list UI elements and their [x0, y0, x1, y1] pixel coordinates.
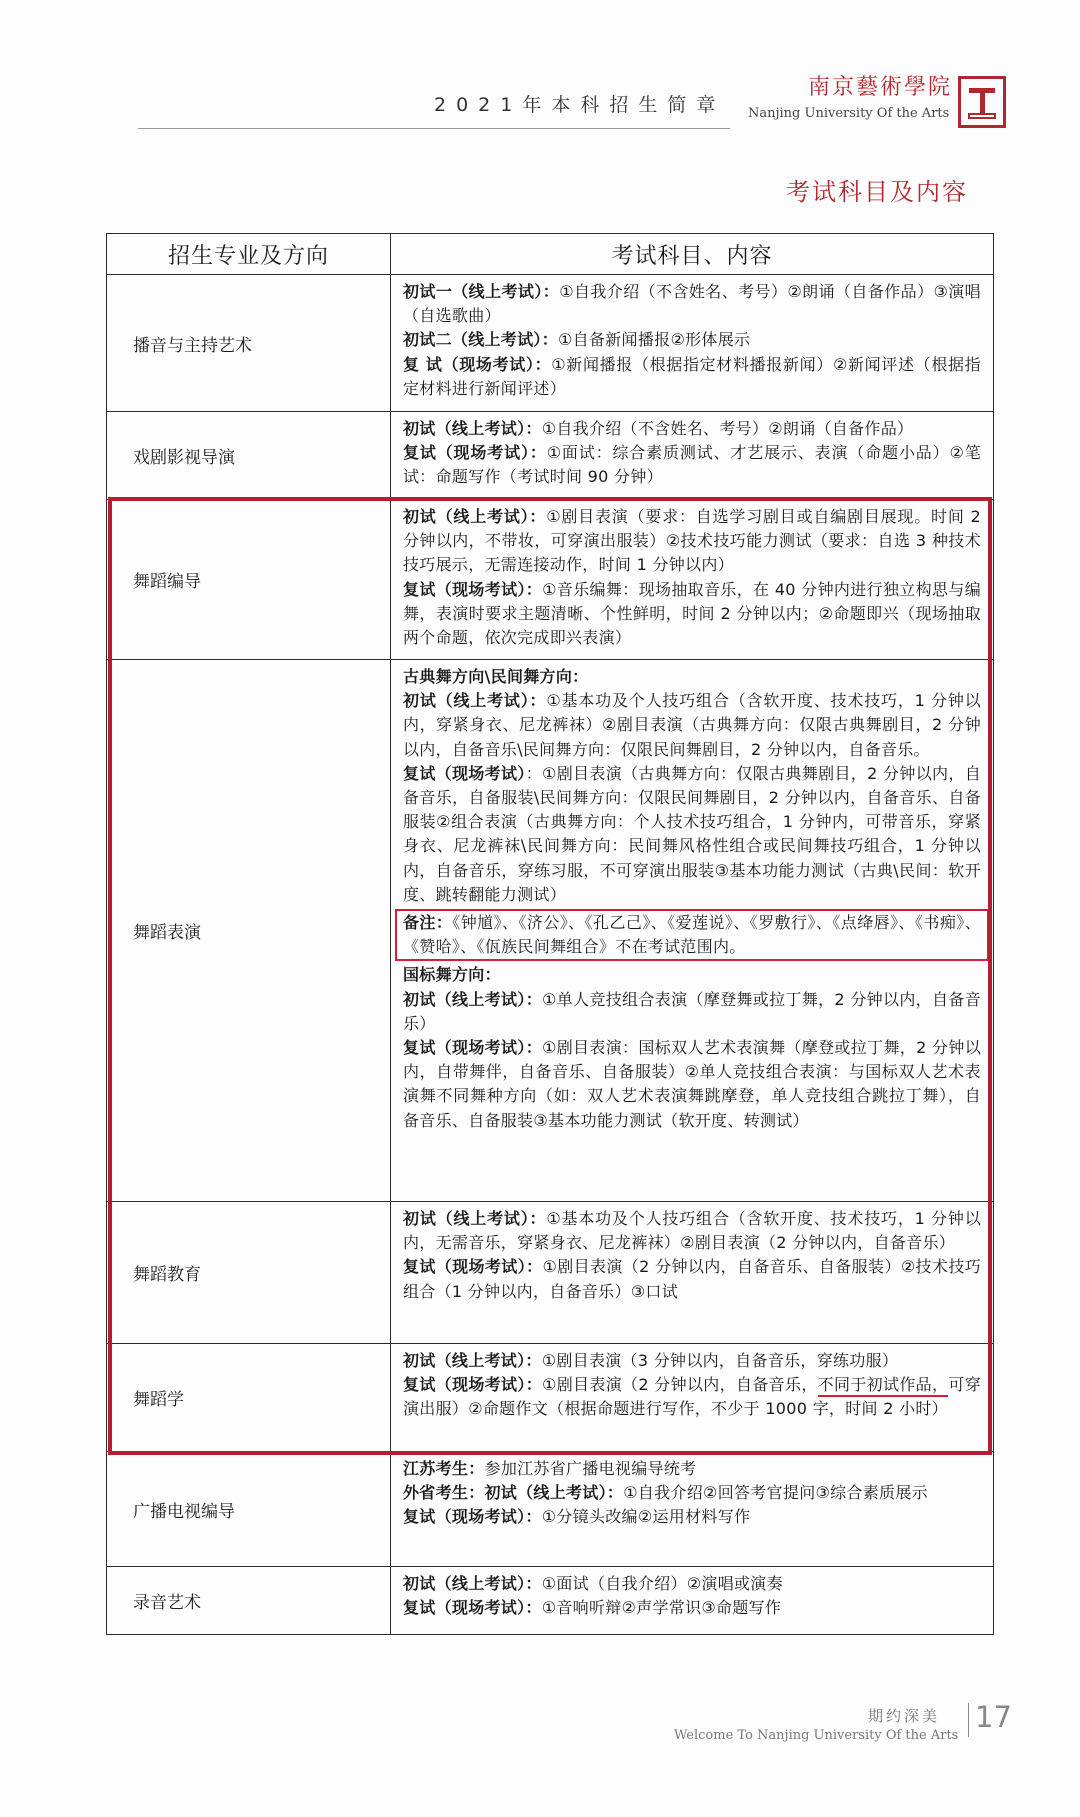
major-name: 戏剧影视导演: [107, 412, 391, 500]
exam-line: [403, 689, 981, 762]
exam-line: [403, 909, 981, 961]
table-header-row: [107, 234, 994, 275]
exam-line: [403, 762, 981, 907]
exam-detail-text: ①自我介绍（不含姓名、考号）②朗诵（自备作品）: [541, 419, 914, 438]
exam-detail-text: ①新闻播报（根据指定材料播报新闻）②新闻评述（根据指定材料进行新闻评述）: [403, 354, 981, 398]
major-name: 舞蹈编导: [107, 500, 391, 660]
exam-stage-label: 初试（线上考试）：: [403, 419, 542, 438]
header-content: 考试科目、内容: [391, 234, 994, 275]
exam-subjects-table: [106, 233, 994, 1635]
major-name: 录音艺术: [107, 1567, 391, 1635]
exam-stage-label: 初试（线上考试）：: [403, 507, 547, 526]
exam-detail-text: ①基本功及个人技巧组合（含软开度、技术技巧，1 分钟以内，穿紧身衣、尼龙裤袜）②剧目表演（古典舞方向：仅限古典舞剧目，2 分钟以内，自备音乐\民间舞方向：仅限民间舞剧目，2 分钟以内，自备音乐。: [403, 691, 981, 759]
exam-detail-text: ①自我介绍②回答考官提问③综合素质展示: [623, 1483, 928, 1503]
exam-detail-text: ①单人竞技组合表演（摩登舞或拉丁舞，2 分钟以内，自备音乐）: [403, 989, 981, 1033]
exam-detail-text: ：①剧目表演（古典舞方向：仅限古典舞剧目，2 分钟以内，自备音乐，自备服装\民间舞方向：仅限民间舞剧目，2 分钟以内，自备音乐、自备服装②组合表演（古典舞方向：个人技术技巧组合，1 分钟内，可带音乐，穿紧身衣、尼龙裤袜\民间舞方向：民间舞风格性组合或民间舞技巧组合，1 分钟以内，自备音乐，穿练习服，不可穿演出服装③基本功能力测试（古典\民间：软开度、跳转翻能力测试）: [403, 763, 982, 904]
header-divider: [138, 128, 730, 129]
page-number: 17: [975, 1700, 1012, 1734]
exam-stage-label: 初试一（线上考试）：: [403, 282, 560, 301]
exam-line: [403, 1207, 981, 1255]
major-name: 舞蹈表演: [107, 660, 391, 1202]
exam-stage-label: 初试（线上考试）：: [403, 1209, 547, 1228]
table-row: [107, 500, 994, 660]
exam-detail-text: ①面试：综合素质测试、才艺展示、表演（命题小品）②笔试：命题写作（考试时间 90 分钟）: [403, 443, 981, 487]
footer-welcome-text: Welcome To Nanjing University Of the Arts: [674, 1728, 959, 1743]
exam-detail-text: ①音乐编舞：现场抽取音乐，在 40 分钟内进行独立构思与编舞，表演时要求主题清晰、个性鲜明，时间 2 分钟以内；②命题即兴（现场抽取两个命题，依次完成即兴表演）: [403, 579, 982, 648]
exam-line: [403, 505, 981, 578]
table-row: [107, 412, 994, 500]
exam-stage-label: 复试（现场考试）：: [403, 579, 543, 599]
exam-line: [403, 665, 981, 689]
exam-detail-text: ①分镜头改编②运用材料写作: [541, 1507, 751, 1527]
exam-line: [403, 1349, 981, 1373]
section-title: 考试科目及内容: [786, 178, 968, 206]
table-row: [107, 1344, 994, 1452]
footer-divider: [968, 1703, 969, 1737]
exam-line: [403, 988, 981, 1036]
table-row: [107, 1452, 994, 1567]
major-name: 广播电视编导: [107, 1452, 391, 1567]
exam-line: [403, 1255, 981, 1303]
exam-stage-label: 复试（现场考试）：: [403, 443, 547, 463]
university-seal-icon: [958, 76, 1006, 128]
exam-content: [391, 412, 994, 500]
header-major: 招生专业及方向: [107, 234, 391, 275]
exam-line: [403, 1505, 981, 1529]
exam-stage-label: 复试（现场考试）: [403, 763, 526, 783]
exam-content: [391, 275, 994, 412]
exam-stage-label: 初试（线上考试）：: [403, 691, 547, 711]
exam-detail-text: ①音响听辩②声学常识③命题写作: [541, 1598, 782, 1618]
exam-detail-text: ①基本功及个人技巧组合（含软开度、技术技巧，1 分钟以内，无需音乐，穿紧身衣、尼龙裤袜）②剧目表演（2 分钟以内，自备音乐）: [403, 1209, 981, 1253]
exam-detail-text: ①剧目表演（2 分钟以内，自备音乐、自备服装）②技术技巧组合（1 分钟以内，自备音乐）③口试: [403, 1257, 982, 1301]
exam-detail-text: ①自我介绍（不含姓名、考号）②朗诵（自备作品）③演唱（自选歌曲）: [403, 282, 981, 326]
exam-stage-label: 江苏考生：: [403, 1459, 485, 1478]
exam-detail-text: 可穿演出服）②命题作文（根据命题进行写作，不少于 1000 字，时间 2 小时）: [403, 1375, 981, 1419]
exam-stage-label: 复试（现场考试）：: [403, 1507, 542, 1527]
exam-stage-label: 外省考生：初试（线上考试）：: [403, 1483, 624, 1503]
exam-stage-label: 复试（现场考试）：: [403, 1598, 542, 1618]
exam-stage-label: 初试（线上考试）：: [403, 989, 543, 1009]
exam-line: [403, 1596, 981, 1620]
exam-stage-label: 初试（线上考试）：: [403, 1574, 542, 1593]
exam-line: [403, 280, 981, 328]
exam-line: [403, 1481, 981, 1505]
exam-line: [403, 328, 981, 352]
table-row: [107, 1202, 994, 1344]
exam-line: [403, 1373, 981, 1421]
exam-content: [391, 1202, 994, 1344]
major-name: 舞蹈学: [107, 1344, 391, 1452]
footer-slogan: 期约深美: [868, 1707, 941, 1725]
exam-content: [391, 1567, 994, 1635]
exam-line: [403, 417, 981, 441]
exam-stage-label: 古典舞方向\民间舞方向：: [403, 667, 589, 686]
exam-content: [391, 1452, 994, 1567]
exam-detail-text: ①面试（自我介绍）②演唱或演奏: [541, 1574, 783, 1593]
university-logo-english: Nanjing University Of the Arts: [748, 106, 950, 121]
exam-stage-label: 国标舞方向：: [403, 965, 501, 985]
exam-line: [403, 578, 981, 651]
brochure-title: 2021年本科招生简章: [434, 94, 726, 116]
underlined-note: 不同于初试作品，: [818, 1375, 949, 1397]
exam-content: [391, 1344, 994, 1452]
exam-detail-text: 《钟馗》、《济公》、《孔乙己》、《爱莲说》、《罗敷行》、《点绛唇》、《书痴》、《赞哈》、《佤族民间舞组合》不在考试范围内。: [403, 913, 981, 957]
exam-content: [391, 660, 994, 1202]
exam-detail-text: ①剧目表演（要求：自选学习剧目或自编剧目展现。时间 2 分钟以内，不带妆，可穿演出服装）②技术技巧能力测试（要求：自选 3 种技术技巧展示，无需连接动作，时间 1 分钟以内）: [403, 507, 982, 575]
exam-line: [403, 441, 981, 489]
exam-detail-text: ①自备新闻播报②形体展示: [558, 330, 751, 350]
exam-line: [403, 1572, 981, 1596]
exam-detail-text: ①剧目表演：国标双人艺术表演舞（摩登或拉丁舞，2 分钟以内，自带舞伴，自备音乐、自备服装）②单人竞技组合表演：与国标双人艺术表演舞不同舞种方向（如：双人艺术表演舞跳摩登，单人竞技组合跳拉丁舞），自备音乐、自备服装③基本功能力测试（软开度、转测试）: [403, 1038, 981, 1130]
table-row: [107, 660, 994, 1202]
exam-detail-text: ①剧目表演（2 分钟以内，自备音乐，: [542, 1375, 818, 1395]
exam-stage-label: 复 试（现场考试）：: [403, 354, 552, 374]
exam-stage-label: 初试（线上考试）：: [403, 1351, 542, 1370]
exam-line: [403, 353, 981, 401]
exam-content: [391, 500, 994, 660]
highlighted-note-box: [395, 909, 989, 961]
table-row: [107, 275, 994, 412]
exam-line: [403, 963, 981, 987]
major-name: 舞蹈教育: [107, 1202, 391, 1344]
table-row: [107, 1567, 994, 1635]
university-logo-name: 南京藝術學院: [808, 75, 953, 100]
exam-detail-text: ①剧目表演（3 分钟以内，自备音乐，穿练功服）: [541, 1351, 899, 1370]
exam-line: [403, 1036, 981, 1133]
exam-stage-label: 备注：: [403, 913, 453, 933]
exam-stage-label: 复试（现场考试）：: [403, 1375, 543, 1395]
major-name: 播音与主持艺术: [107, 275, 391, 412]
exam-line: [403, 1457, 981, 1481]
exam-stage-label: 初试二（线上考试）：: [403, 330, 559, 350]
exam-stage-label: 复试（现场考试）：: [403, 1038, 543, 1058]
exam-stage-label: 复试（现场考试）：: [403, 1257, 543, 1277]
exam-detail-text: 参加江苏省广播电视编导统考: [484, 1459, 697, 1478]
